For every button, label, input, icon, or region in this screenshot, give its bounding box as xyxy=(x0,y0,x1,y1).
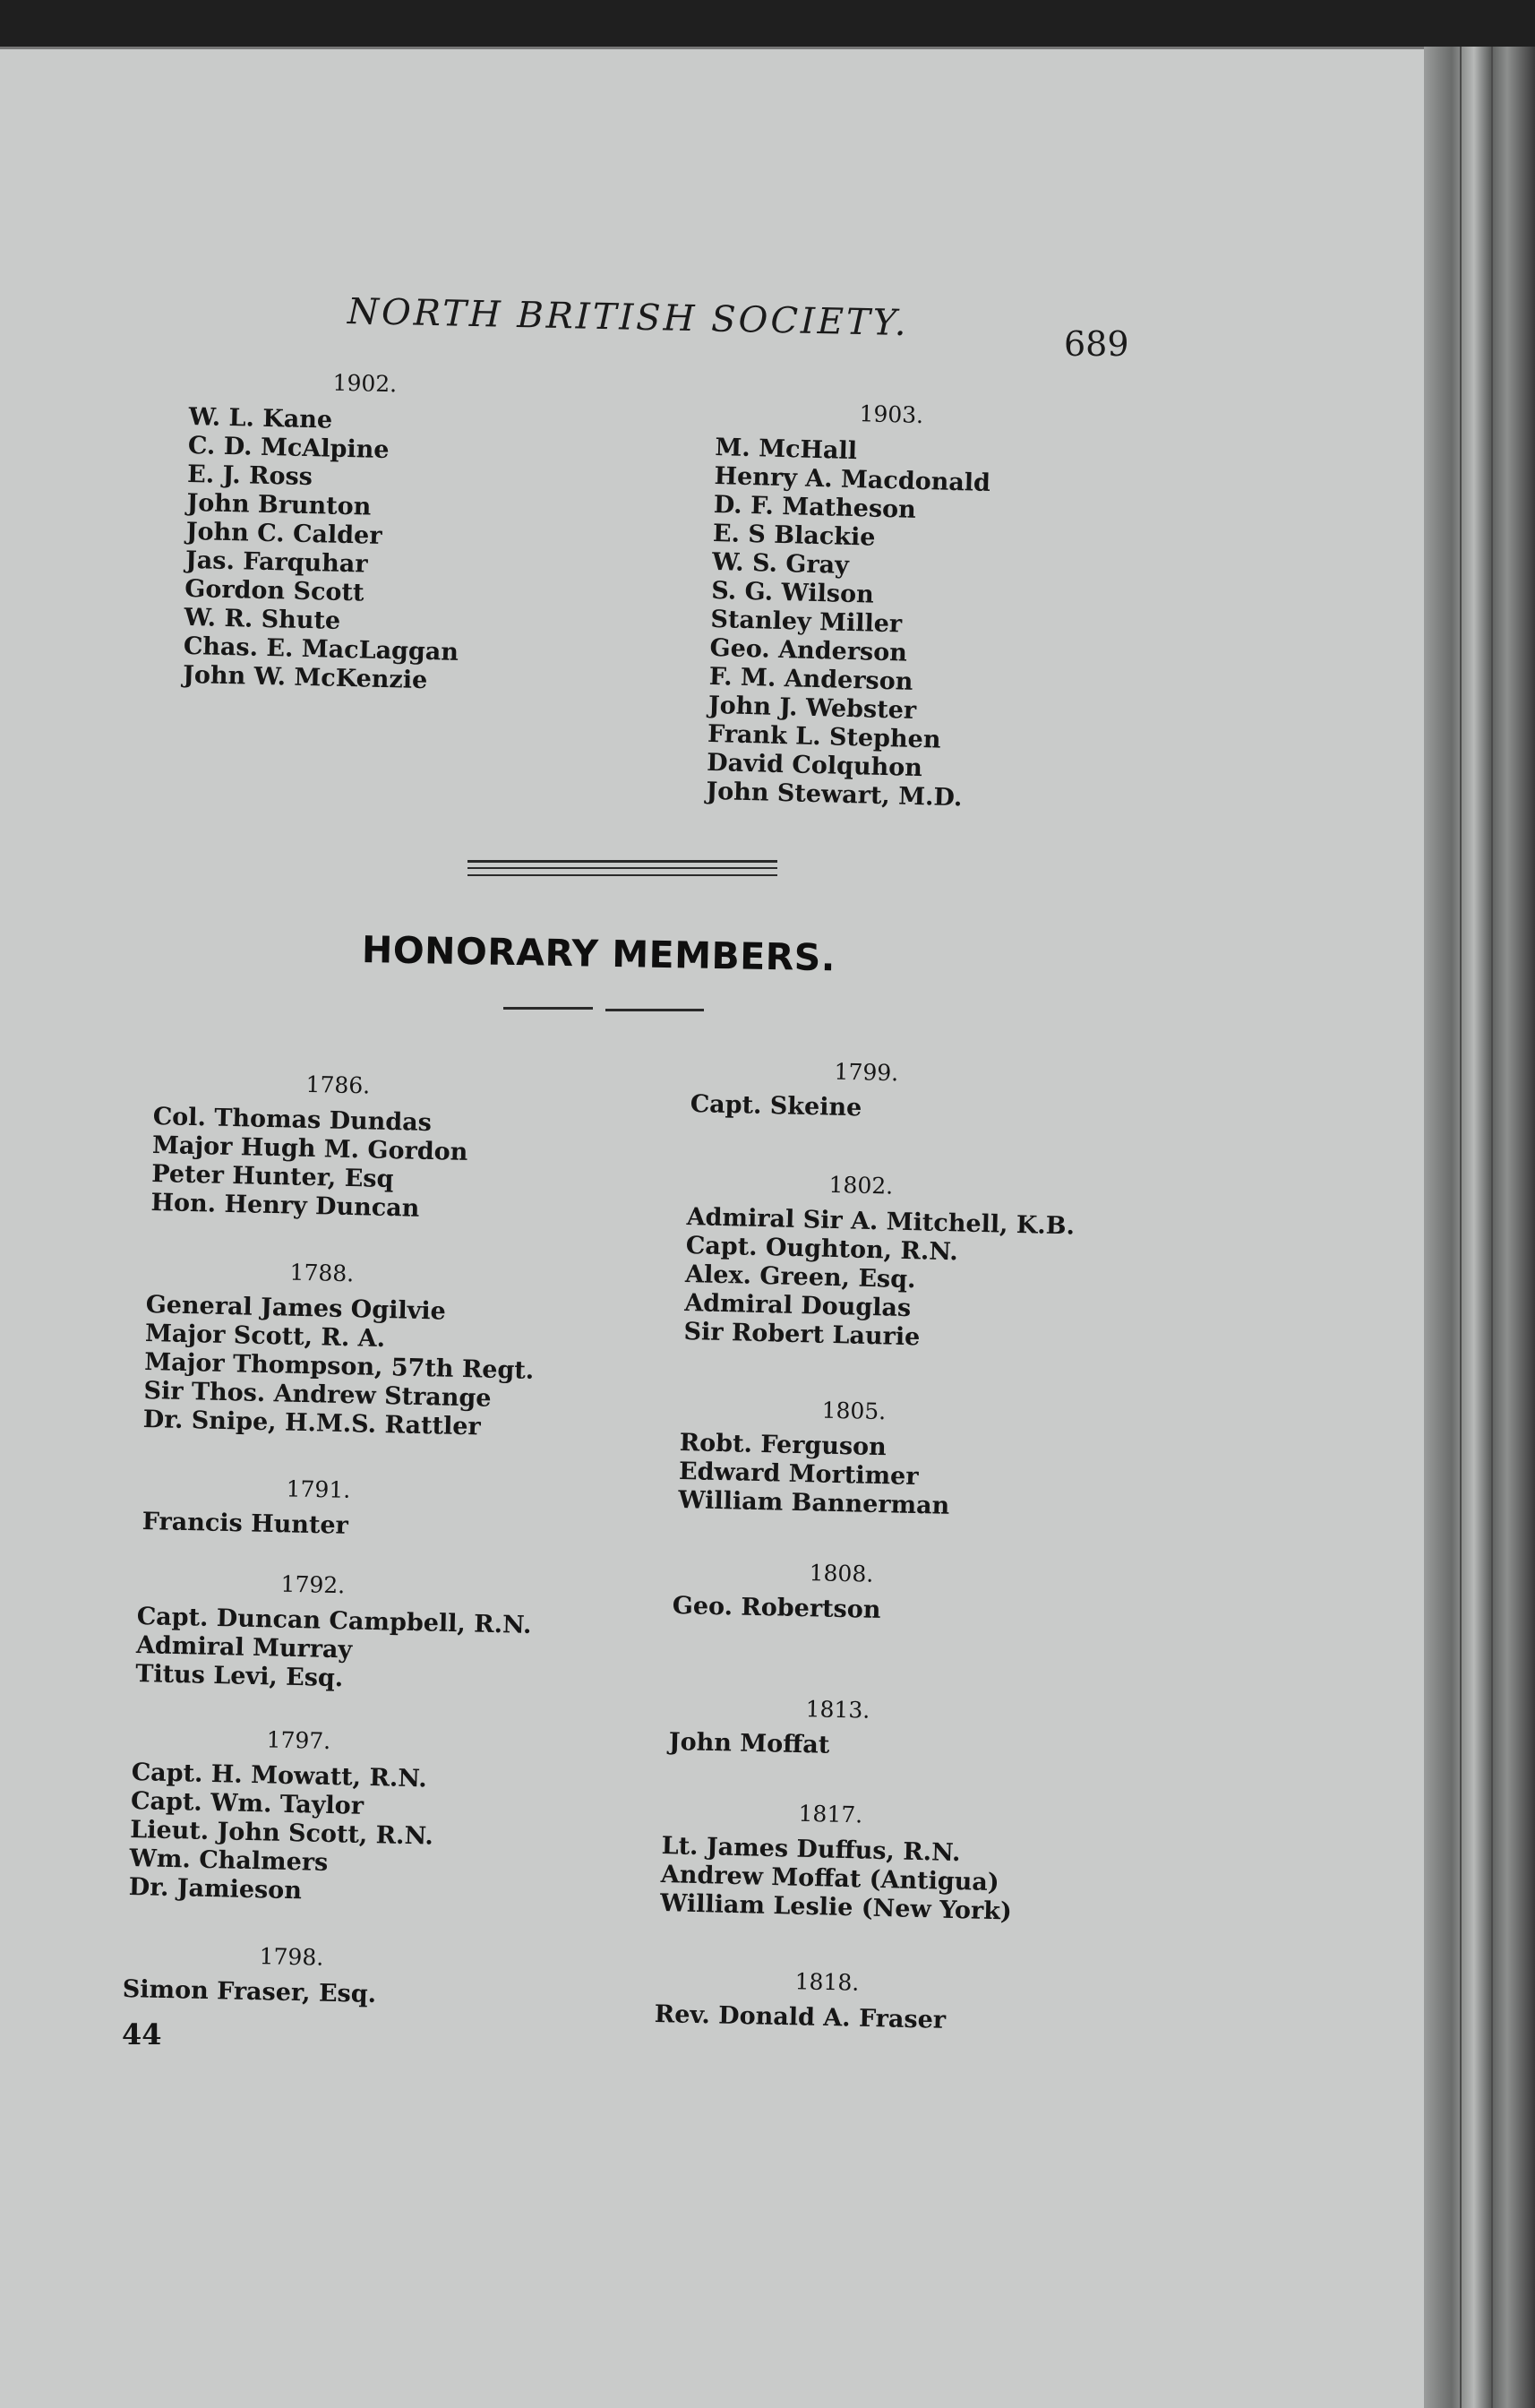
honorary-group-1818 xyxy=(655,1965,948,2035)
year-heading: 1802. xyxy=(828,1171,894,1200)
section-divider xyxy=(467,860,777,863)
member-name: Henry A. Macdonald xyxy=(714,461,991,498)
member-name: Francis Hunter xyxy=(141,1507,349,1540)
year-heading: 1786. xyxy=(305,1071,371,1099)
year-heading: 1818. xyxy=(794,1968,860,1996)
member-name: Major Hugh M. Gordon xyxy=(151,1131,468,1166)
member-name: Rev. Donald A. Fraser xyxy=(654,2000,947,2034)
honorary-group-1798 xyxy=(123,1940,378,2009)
member-name: Simon Fraser, Esq. xyxy=(122,1974,377,2008)
member-name: Andrew Moffat (Antigua) xyxy=(660,1860,999,1897)
section-divider xyxy=(467,874,777,876)
member-name: Geo. Robertson xyxy=(672,1591,881,1624)
member-name: Col. Thomas Dundas xyxy=(152,1102,433,1138)
member-name: David Colquhon xyxy=(706,748,923,783)
year-heading: 1805. xyxy=(821,1397,887,1425)
title-underline xyxy=(605,1009,704,1011)
member-name: John C. Calder xyxy=(185,517,382,550)
member-name: Geo. Anderson xyxy=(709,633,908,667)
member-name: William Bannerman xyxy=(677,1485,950,1520)
member-name: E. S Blackie xyxy=(712,519,876,552)
folio-number: 44 xyxy=(122,2017,162,2051)
member-name: Stanley Miller xyxy=(710,605,903,639)
honorary-group-1817 xyxy=(660,1797,1015,1927)
member-name: W. S. Gray xyxy=(711,547,850,580)
year-heading: 1817. xyxy=(798,1800,863,1828)
year-heading: 1808. xyxy=(809,1560,874,1587)
member-name: John J. Webster xyxy=(707,691,917,725)
member-name: William Leslie (New York) xyxy=(659,1888,1013,1926)
binding-edge xyxy=(1460,47,1462,2408)
member-name: Capt. Wm. Taylor xyxy=(130,1786,364,1820)
year-heading: 1813. xyxy=(805,1696,870,1724)
year-heading: 1902. xyxy=(332,369,398,398)
honorary-group-1792 xyxy=(135,1568,533,1698)
year-heading: 1791. xyxy=(286,1475,351,1503)
member-name: General James Ogilvie xyxy=(145,1290,447,1326)
member-name: Capt. Skeine xyxy=(690,1089,862,1122)
honorary-group-1799 xyxy=(690,1055,898,1123)
year-heading: 1903. xyxy=(859,400,924,429)
honorary-group-1788 xyxy=(142,1256,536,1443)
member-name: D. F. Matheson xyxy=(713,490,917,524)
members-1903-column xyxy=(706,396,992,813)
member-name: Gordon Scott xyxy=(184,574,364,607)
year-heading: 1792. xyxy=(280,1570,346,1599)
section-title: HONORARY MEMBERS. xyxy=(361,928,836,980)
member-name: Major Thompson, 57th Regt. xyxy=(143,1347,535,1385)
member-name: Peter Hunter, Esq xyxy=(150,1159,394,1194)
member-name: W. R. Shute xyxy=(184,603,341,635)
member-name: Capt. H. Mowatt, R.N. xyxy=(131,1758,428,1793)
member-name: Chas. E. MacLaggan xyxy=(183,632,459,666)
member-name: Admiral Douglas xyxy=(683,1288,912,1323)
honorary-group-1802 xyxy=(683,1168,1076,1356)
member-name: Capt. Duncan Campbell, R.N. xyxy=(136,1602,532,1639)
member-name: Jas. Farquhar xyxy=(184,546,368,579)
year-heading: 1788. xyxy=(289,1259,355,1287)
title-underline xyxy=(503,1007,593,1010)
member-name: John Brunton xyxy=(186,488,372,521)
honorary-group-1786 xyxy=(150,1068,469,1225)
year-heading: 1799. xyxy=(834,1058,899,1087)
honorary-group-1805 xyxy=(678,1394,952,1521)
member-name: Admiral Sir A. Mitchell, K.B. xyxy=(686,1202,1076,1241)
page-number: 689 xyxy=(1064,324,1129,364)
year-heading: 1797. xyxy=(266,1726,331,1755)
member-name: Lt. James Duffus, R.N. xyxy=(661,1831,961,1868)
binding-edge xyxy=(1491,47,1493,2408)
member-name: C. D. McAlpine xyxy=(187,431,390,465)
member-name: Alex. Green, Esq. xyxy=(684,1260,916,1294)
member-name: Edward Mortimer xyxy=(678,1457,919,1492)
member-name: M. McHall xyxy=(715,433,858,466)
book-binding xyxy=(1424,47,1535,2408)
section-divider xyxy=(467,867,777,869)
member-name: Admiral Murray xyxy=(135,1630,353,1664)
member-name: Wm. Chalmers xyxy=(129,1844,329,1877)
honorary-group-1797 xyxy=(128,1724,435,1909)
member-name: E. J. Ross xyxy=(186,460,313,492)
honorary-group-1813 xyxy=(669,1693,870,1761)
member-name: Lieut. John Scott, R.N. xyxy=(129,1815,434,1851)
member-name: Capt. Oughton, R.N. xyxy=(685,1231,959,1267)
member-name: Titus Levi, Esq. xyxy=(134,1659,344,1693)
year-heading: 1798. xyxy=(259,1943,324,1971)
member-name: Major Scott, R. A. xyxy=(144,1319,386,1354)
member-name: John W. McKenzie xyxy=(182,660,428,695)
honorary-group-1791 xyxy=(142,1473,351,1541)
member-name: Hon. Henry Duncan xyxy=(150,1188,420,1223)
honorary-group-1808 xyxy=(673,1557,882,1625)
members-1902-column xyxy=(183,366,465,696)
member-name: Frank L. Stephen xyxy=(707,719,941,754)
running-header: NORTH BRITISH SOCIETY. xyxy=(347,291,910,345)
member-name: Dr. Snipe, H.M.S. Rattler xyxy=(142,1405,482,1441)
member-name: Robt. Ferguson xyxy=(679,1428,888,1462)
member-name: W. L. Kane xyxy=(188,402,333,434)
member-name: Sir Thos. Andrew Strange xyxy=(143,1376,492,1413)
member-name: Dr. Jamieson xyxy=(128,1872,303,1905)
member-name: John Stewart, M.D. xyxy=(706,777,963,813)
member-name: John Moffat xyxy=(668,1727,830,1759)
member-name: Sir Robert Laurie xyxy=(683,1317,921,1352)
member-name: F. M. Anderson xyxy=(708,662,913,696)
member-name: S. G. Wilson xyxy=(710,576,875,609)
